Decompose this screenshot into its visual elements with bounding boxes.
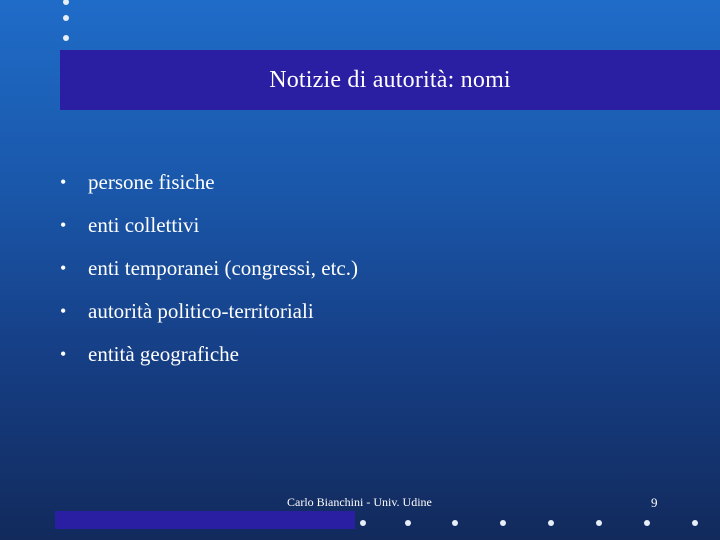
decorative-dot xyxy=(63,0,69,5)
bullet-list xyxy=(60,168,358,383)
list-item xyxy=(60,168,358,211)
decorative-dot xyxy=(500,520,506,526)
bullet-label: persone fisiche xyxy=(88,170,215,194)
list-item xyxy=(60,211,358,254)
bullet-icon: • xyxy=(60,258,67,278)
decorative-dot xyxy=(360,520,366,526)
list-item xyxy=(60,297,358,340)
title-bar xyxy=(60,50,720,110)
bullet-label: enti collettivi xyxy=(88,213,200,237)
decorative-dot xyxy=(63,15,69,21)
decorative-dot xyxy=(452,520,458,526)
bullet-icon: • xyxy=(60,172,67,192)
list-item xyxy=(60,340,358,383)
decorative-dot xyxy=(596,520,602,526)
bullet-label: autorità politico-territoriali xyxy=(88,299,314,323)
decorative-dot xyxy=(692,520,698,526)
bullet-label: enti temporanei (congressi, etc.) xyxy=(88,256,358,280)
bullet-icon: • xyxy=(60,215,67,235)
decorative-dot xyxy=(548,520,554,526)
bullet-icon: • xyxy=(60,301,67,321)
decorative-dot xyxy=(644,520,650,526)
decorative-dot xyxy=(405,520,411,526)
list-item xyxy=(60,254,358,297)
bullet-label: entità geografiche xyxy=(88,342,239,366)
page-number: 9 xyxy=(651,495,658,510)
bullet-icon: • xyxy=(60,344,67,364)
footer-author: Carlo Bianchini - Univ. Udine xyxy=(287,495,432,509)
decorative-dot xyxy=(63,35,69,41)
slide-title: Notizie di autorità: nomi xyxy=(269,66,511,93)
footer-bar xyxy=(55,511,355,529)
